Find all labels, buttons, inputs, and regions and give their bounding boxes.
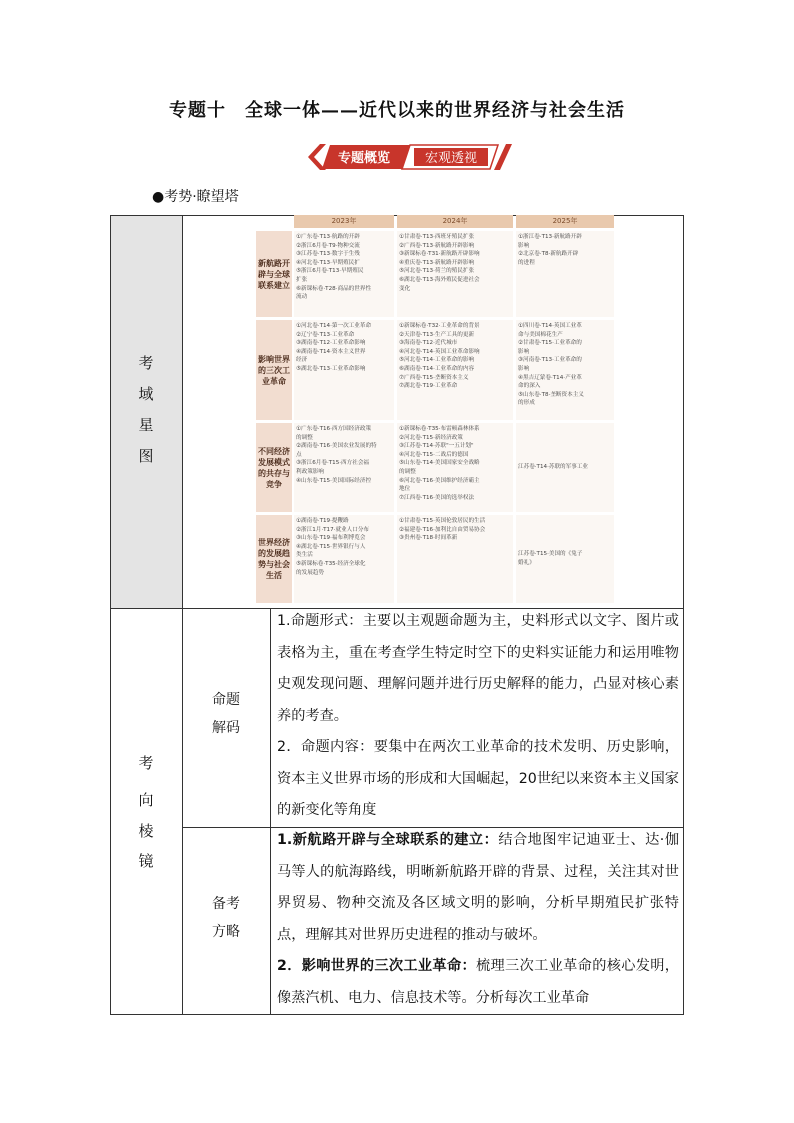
banner-left-text: 专题概览: [337, 151, 391, 166]
figure-cell-item: 命的深入: [518, 383, 541, 390]
figure-cell-item: 影响: [518, 348, 530, 355]
figure-cell-item: ①湖南卷·T19·提鞭路: [296, 518, 349, 524]
figure-cell-item: 扩张: [296, 276, 308, 283]
figure-cell: [397, 320, 513, 420]
figure-cell-item: ④河北卷·T15·二战后的德国: [399, 451, 469, 458]
figure-cell-item: ①广东卷·T13·航路的开辟: [296, 234, 360, 240]
table-divider: [182, 215, 183, 1015]
paragraph-heading: 2．影响世界的三次工业革命：: [277, 958, 477, 974]
label-char: 星: [138, 416, 154, 434]
figure-cell-item: 的形成: [518, 400, 535, 407]
figure-cell-item: ②北京卷·T8·新航路开辟: [518, 251, 579, 258]
page-title: 专题十 全球一体——近代以来的世界经济与社会生活: [169, 100, 625, 121]
label-char: 镜: [138, 852, 154, 870]
paragraph-text: 1.命题形式：主要以主观题命题为主，史料形式以文字、图片或表格为主，重在考查学生特定时空下的史料实证能力和运用唯物史观发现问题、理解问题并进行历史解释的能力，凸显对核心素养的考查。: [277, 613, 679, 724]
figure-cell-item: ③新课标卷·T31·新航路开辟影响: [399, 251, 480, 258]
figure-cell-item: 婚礼》: [518, 560, 535, 566]
figure-cell: [397, 423, 513, 512]
figure-cell: [294, 515, 394, 603]
figure-cell-item: ⑤山东卷·T14·美国国家安全战略: [399, 460, 480, 467]
figure-cell-item: ①浙江卷·T13·新航路开辟: [518, 234, 582, 240]
figure-cell-item: 的调整: [399, 468, 416, 475]
figure-cell-item: 利政策影响: [296, 468, 324, 475]
figure-cell-item: ⑥新课标卷·T28·商品的世界性: [296, 285, 372, 292]
paragraph-heading: 1.新航路开辟与全球联系的建立：: [277, 832, 499, 848]
figure-cell-item: ⑥湖南卷·T14·工业革命的内容: [399, 365, 475, 372]
figure-cell: [516, 320, 614, 420]
topic-overview-banner: [306, 142, 520, 172]
figure-row-label: 影响世界的三次工业革命: [256, 320, 292, 420]
section-label-line: 解码: [212, 720, 240, 736]
figure-cell-item: 点: [296, 451, 302, 458]
section-label-strategy: [196, 890, 256, 946]
paragraph-text: 梳理三次工业革命的核心发明，像蒸汽机、电力、信息技术等。分析每次工业革命: [277, 958, 679, 1006]
figure-row-label: 新航路开辟与全球联系建立: [256, 231, 292, 317]
figure-cell-item: ⑤新课标卷·T35·经济全球化: [296, 560, 366, 567]
figure-cell-item: ②湖南卷·T16·美国农业发展的特: [296, 443, 377, 450]
figure-cell: [294, 231, 394, 317]
label-char: 棱: [138, 822, 154, 840]
figure-cell-item: ①四川卷·T14·英国工业革: [518, 323, 582, 329]
label-char: 考: [138, 754, 154, 772]
figure-cell-item: ⑤湖北卷·T13·工业革命影响: [296, 365, 366, 372]
figure-cell-item: 影响: [518, 242, 530, 249]
paragraph-text: 结合地图牢记迪亚士、达·伽马等人的航海路线，明晰新航路开辟的背景、过程，关注其对世界贸易、物种交流及各区域文明的影响，分析早期殖民扩张特点，理解其对世界历史进程的推动与破坏。: [277, 832, 680, 943]
section-label-line: 备考: [212, 896, 240, 912]
figure-cell-item: ①甘肃卷·T13·西班牙殖民扩张: [399, 234, 475, 240]
year-header: 2025年: [516, 215, 614, 228]
label-char: 域: [138, 385, 154, 403]
table-divider: [270, 608, 271, 1015]
figure-row-label: 世界经济的发展趋势与社会生活: [256, 515, 292, 603]
figure-cell: [516, 515, 614, 603]
figure-cell-item: ⑤山东卷·T8·垄断资本主义: [518, 391, 584, 398]
section-proposition-text: [277, 606, 679, 827]
figure-cell-item: ③河南卷·T13·工业革命的: [518, 357, 582, 364]
figure-cell-item: ②河北卷·T15·新经济政策: [399, 434, 463, 441]
figure-cell: [397, 515, 513, 603]
section-label-proposition: [196, 686, 256, 742]
figure-cell-item: 的发展趋势: [296, 569, 324, 576]
figure-cell-item: ②浙江1月·T17·就业人口分布: [296, 526, 370, 533]
figure-cell-item: 影响: [518, 365, 530, 372]
label-char: 考: [138, 354, 154, 372]
figure-cell-item: ⑤浙江6月卷·T13·早期殖民: [296, 268, 364, 275]
figure-cell: [397, 231, 513, 317]
paragraph-text: 2．命题内容：要集中在两次工业革命的技术发明、历史影响，资本主义世界市场的形成和大国崛起，20世纪以来资本主义国家的新变化等角度: [277, 739, 679, 818]
figure-cell-item: ③山东卷·T19·福布利博览会: [296, 535, 366, 542]
figure-cell-item: ⑤河北卷·T14·工业革命的影响: [399, 357, 475, 364]
banner-right-text: 宏观透视: [424, 151, 478, 166]
figure-cell-item: 地位: [399, 486, 411, 493]
figure-cell-item: ⑥河北卷·T16·美国维护经济霸主: [399, 477, 480, 484]
figure-cell-item: 的调整: [296, 434, 313, 441]
figure-cell-item: ③江苏卷·T13·数字于生残: [296, 251, 360, 258]
figure-cell-item: 江苏卷·T14·苏联的军事工业: [518, 464, 589, 471]
paragraph: [277, 951, 679, 1014]
figure-cell-item: ②浙江6月卷·T9·物种交流: [296, 242, 360, 249]
year-header: 2024年: [397, 215, 513, 228]
figure-cell-item: ①广东卷·T16·西方国经济政策: [296, 426, 372, 432]
figure-cell-item: ⑤河北卷·T13·荷兰的殖民扩张: [399, 268, 475, 275]
figure-cell-item: ④黑吉辽蒙卷·T14·产业革: [518, 374, 582, 381]
exam-map-figure: [256, 215, 618, 608]
paragraph: [277, 606, 679, 732]
figure-cell-item: ⑥湖北卷·T13·海外殖民促进社会: [399, 276, 480, 283]
figure-cell-item: 江苏卷·T15·美国的《兔子: [518, 551, 583, 558]
figure-cell-item: ④山东卷·T15·美国国际经济控: [296, 477, 372, 484]
section-label-line: 方略: [212, 924, 240, 940]
figure-cell: [516, 231, 614, 317]
figure-cell-item: ④河北卷·T14·英国工业革命影响: [399, 348, 480, 355]
section-strategy-text: [277, 825, 679, 1014]
figure-cell-item: 经济: [296, 357, 308, 364]
figure-cell-item: ①甘肃卷·T15·英国伦敦居民的生活: [399, 518, 486, 524]
label-char: 图: [138, 447, 154, 465]
figure-cell-item: ③湖南卷·T12·工业革命影响: [296, 340, 366, 347]
figure-cell: [294, 423, 394, 512]
label-char: 向: [138, 791, 154, 809]
figure-cell: [516, 423, 614, 512]
figure-cell-item: ④河北卷·T13·早期殖民扩: [296, 259, 360, 266]
figure-cell-item: ⑦江西卷·T16·美国的选举权法: [399, 494, 475, 501]
figure-cell-item: ③江苏卷·T14·苏联"一五计划": [399, 443, 474, 450]
figure-cell-item: ③贵州卷·T18·时间革新: [399, 535, 458, 542]
section-heading: ●考势·瞭望塔: [152, 189, 239, 205]
figure-cell-item: ②天津卷·T13·生产工具的更新: [399, 331, 475, 338]
figure-cell-item: ②辽宁卷·T13·工业革命: [296, 331, 355, 338]
section-label-line: 命题: [212, 692, 240, 708]
figure-cell-item: ③海南卷·T12·近代城市: [399, 340, 458, 347]
figure-cell-item: ⑦湖北卷·T19·工业革命: [399, 383, 458, 390]
figure-cell-item: 的进程: [518, 259, 535, 266]
figure-cell-item: 流动: [296, 294, 308, 301]
figure-cell-item: 变化: [399, 285, 411, 292]
figure-cell-item: ④重庆卷·T13·新航路开辟影响: [399, 259, 475, 266]
figure-cell-item: ④湖北卷·T15·世界银行与人: [296, 543, 366, 550]
figure-cell: [294, 320, 394, 420]
figure-cell-item: ②广西卷·T13·新航路开辟影响: [399, 242, 475, 249]
figure-row-label: 不同经济发展模式的共存与竞争: [256, 423, 292, 512]
figure-cell-item: ⑦广西卷·T15·垄断资本主义: [399, 374, 469, 381]
figure-cell-item: ④湖南卷·T14·资本主义世界: [296, 348, 366, 355]
figure-cell-item: ②福建卷·T16·加利比自由贸易协会: [399, 526, 486, 533]
paragraph: [277, 732, 679, 827]
figure-cell-item: 类生活: [296, 552, 313, 559]
figure-cell-item: ③浙江6月卷·T15·西方社会福: [296, 460, 370, 467]
figure-cell-item: 命与美国棉花生产: [518, 331, 563, 338]
figure-cell-item: ①河北卷·T14·第一次工业革命: [296, 323, 372, 329]
figure-cell-item: ①新课标卷·T35·布雷顿森林体系: [399, 426, 480, 432]
figure-cell-item: ②甘肃卷·T15·工业革命的: [518, 340, 582, 347]
figure-cell-item: ①新课标卷·T32·工业革命的背景: [399, 323, 480, 329]
year-header: 2023年: [294, 215, 394, 228]
paragraph: [277, 825, 679, 951]
